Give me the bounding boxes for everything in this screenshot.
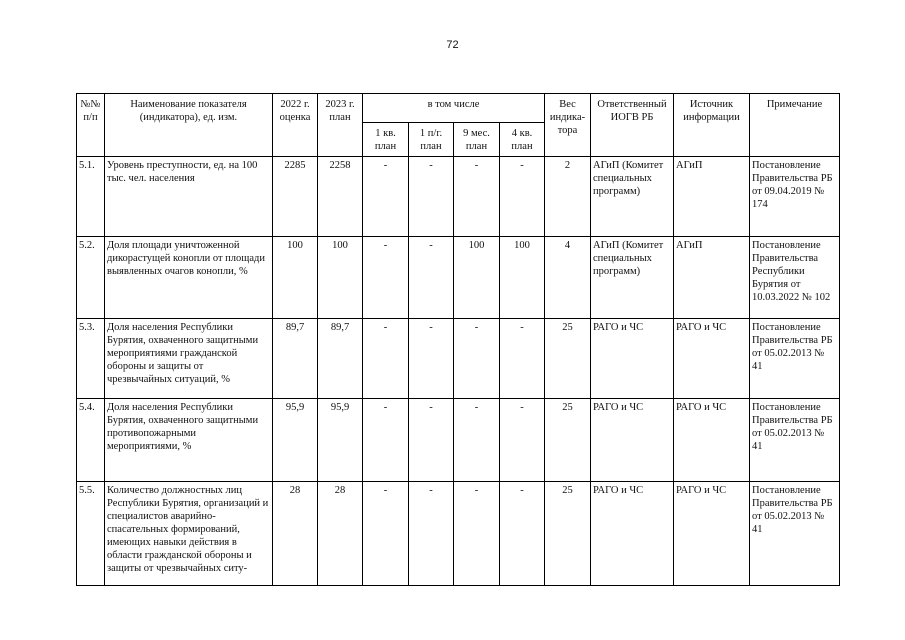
cell-q1: - — [363, 157, 409, 237]
header-weight: Вес индика-тора — [545, 94, 591, 157]
header-m9: 9 мес. план — [454, 123, 500, 157]
header-2022: 2022 г. оценка — [273, 94, 318, 157]
header-2023: 2023 г. план — [318, 94, 363, 157]
cell-h1: - — [409, 157, 454, 237]
cell-weight: 4 — [545, 237, 591, 319]
cell-2023: 95,9 — [318, 399, 363, 482]
cell-2022: 28 — [273, 482, 318, 586]
cell-note: Постановление Правительства РБ от 05.02.2013 № 41 — [750, 399, 840, 482]
cell-q1: - — [363, 482, 409, 586]
cell-2023: 28 — [318, 482, 363, 586]
cell-note: Постановление Правительства Республики Бурятия от 10.03.2022 № 102 — [750, 237, 840, 319]
cell-resp: РАГО и ЧС — [591, 319, 674, 399]
table-row — [77, 157, 840, 237]
cell-weight: 25 — [545, 482, 591, 586]
cell-resp: РАГО и ЧС — [591, 399, 674, 482]
indicators-table — [76, 93, 840, 586]
cell-q1: - — [363, 399, 409, 482]
page-number: 72 — [446, 39, 459, 51]
cell-note: Постановление Правительства РБ от 05.02.2013 № 41 — [750, 482, 840, 586]
cell-src: АГиП — [674, 157, 750, 237]
cell-name: Доля населения Республики Бурятия, охваченного защитными мероприятиями гражданской обороны и защиты от чрезвычайных ситуаций, % — [105, 319, 273, 399]
cell-q4: - — [500, 319, 545, 399]
cell-m9: - — [454, 399, 500, 482]
cell-src: РАГО и ЧС — [674, 319, 750, 399]
cell-q4: - — [500, 157, 545, 237]
cell-m9: - — [454, 482, 500, 586]
cell-2022: 100 — [273, 237, 318, 319]
cell-2023: 100 — [318, 237, 363, 319]
header-src: Источник информации — [674, 94, 750, 157]
header-resp: Ответственный ИОГВ РБ — [591, 94, 674, 157]
cell-src: РАГО и ЧС — [674, 482, 750, 586]
cell-2022: 89,7 — [273, 319, 318, 399]
cell-q4: - — [500, 482, 545, 586]
table-row — [77, 237, 840, 319]
cell-q1: - — [363, 237, 409, 319]
cell-h1: - — [409, 399, 454, 482]
cell-resp: АГиП (Комитет специальных программ) — [591, 237, 674, 319]
cell-2022: 95,9 — [273, 399, 318, 482]
table-row — [77, 319, 840, 399]
cell-num: 5.5. — [77, 482, 105, 586]
table-row — [77, 399, 840, 482]
cell-note: Постановление Правительства РБ от 05.02.2013 № 41 — [750, 319, 840, 399]
cell-num: 5.1. — [77, 157, 105, 237]
cell-resp: АГиП (Комитет специальных программ) — [591, 157, 674, 237]
cell-m9: - — [454, 157, 500, 237]
cell-2022: 2285 — [273, 157, 318, 237]
cell-2023: 89,7 — [318, 319, 363, 399]
header-num: №№ п/п — [77, 94, 105, 157]
cell-resp: РАГО и ЧС — [591, 482, 674, 586]
cell-weight: 25 — [545, 399, 591, 482]
cell-m9: 100 — [454, 237, 500, 319]
cell-q4: 100 — [500, 237, 545, 319]
cell-2023: 2258 — [318, 157, 363, 237]
table-row — [77, 482, 840, 586]
cell-name: Уровень преступности, ед. на 100 тыс. чел. населения — [105, 157, 273, 237]
header-note: Примечание — [750, 94, 840, 157]
cell-h1: - — [409, 319, 454, 399]
cell-num: 5.3. — [77, 319, 105, 399]
header-h1: 1 п/г. план — [409, 123, 454, 157]
cell-h1: - — [409, 237, 454, 319]
cell-src: АГиП — [674, 237, 750, 319]
header-q4: 4 кв. план — [500, 123, 545, 157]
header-name: Наименование показателя (индикатора), ед. изм. — [105, 94, 273, 157]
cell-weight: 2 — [545, 157, 591, 237]
cell-q1: - — [363, 319, 409, 399]
header-incl: в том числе — [363, 94, 545, 123]
cell-weight: 25 — [545, 319, 591, 399]
cell-num: 5.2. — [77, 237, 105, 319]
cell-num: 5.4. — [77, 399, 105, 482]
cell-name: Доля площади уничтоженной дикорастущей конопли от площади выявленных очагов конопли, % — [105, 237, 273, 319]
cell-name: Доля населения Республики Бурятия, охваченного защитными противопожарными мероприятиями, % — [105, 399, 273, 482]
header-q1: 1 кв. план — [363, 123, 409, 157]
cell-note: Постановление Правительства РБ от 09.04.2019 № 174 — [750, 157, 840, 237]
cell-h1: - — [409, 482, 454, 586]
cell-src: РАГО и ЧС — [674, 399, 750, 482]
cell-name: Количество должностных лиц Республики Бурятия, организаций и специалистов аварийно-спасательных формирований, имеющих навыки действия в области гражданской обороны и защиты от чрезвычайных ситу- — [105, 482, 273, 586]
cell-q4: - — [500, 399, 545, 482]
cell-m9: - — [454, 319, 500, 399]
